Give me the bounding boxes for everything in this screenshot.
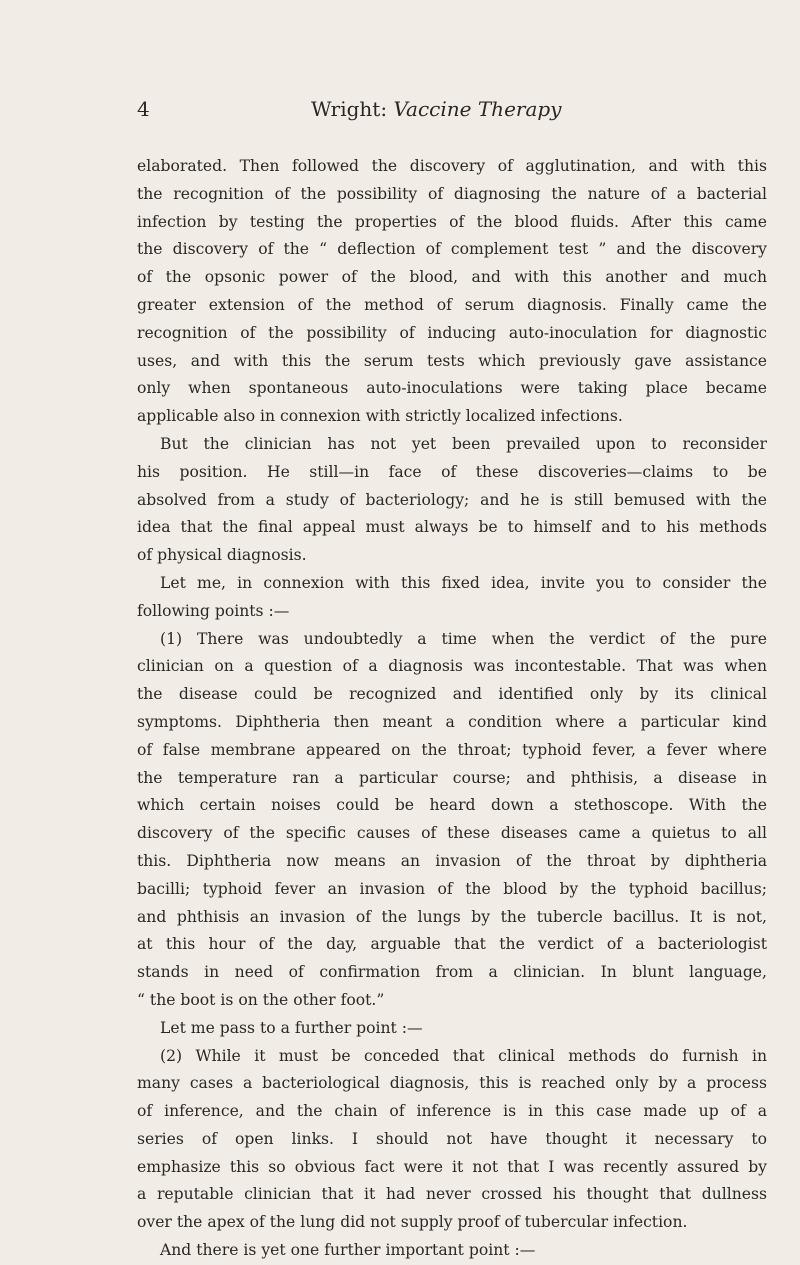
text-line: discovery of the specific causes of these diseases came a quietus to all — [137, 824, 767, 843]
text-line: absolved from a study of bacteriology; and he is still bemused with the — [137, 490, 767, 509]
text-line: greater extension of the method of serum diagnosis. Finally came the — [137, 295, 767, 314]
text-line: the disease could be recognized and identified only by its clinical — [137, 685, 767, 704]
text-line: the recognition of the possibility of diagnosing the nature of a bacterial — [137, 184, 767, 203]
text-line: elaborated. Then followed the discovery of agglutination, and with this — [137, 157, 767, 175]
text-line: Let me pass to a further point :— — [160, 1018, 423, 1037]
text-line: this. Diphtheria now means an invasion of the throat by diphtheria — [137, 851, 767, 870]
text-line: which certain noises could be heard down a stethoscope. With the — [137, 796, 767, 815]
text-line: a reputable clinician that it had never crossed his thought that dullness — [137, 1185, 767, 1204]
text-line: “ the boot is on the other foot.” — [137, 990, 385, 1009]
text-line: recognition of the possibility of inducing auto-inoculation for diagnostic — [137, 323, 767, 342]
text-line: of inference, and the chain of inference is in this case made up of a — [137, 1102, 767, 1121]
paragraph — [137, 570, 767, 626]
text-line: only when spontaneous auto-inoculations were taking place became — [137, 379, 767, 398]
text-line: emphasize this so obvious fact were it not that I was recently assured by — [137, 1157, 767, 1176]
text-line: of physical diagnosis. — [137, 546, 307, 565]
text-line: bacilli; typhoid fever an invasion of the blood by the typhoid bacillus; — [137, 879, 767, 898]
body-text — [137, 153, 767, 1265]
text-line: over the apex of the lung did not supply proof of tubercular infection. — [137, 1213, 688, 1232]
text-line: many cases a bacteriological diagnosis, this is reached only by a process — [137, 1074, 767, 1093]
paragraph — [137, 1237, 767, 1265]
paragraph — [137, 153, 767, 431]
book-title: Vaccine Therapy — [393, 97, 562, 121]
text-line: But the clinician has not yet been prevailed upon to reconsider — [160, 434, 767, 453]
text-line: Let me, in connexion with this fixed idea, invite you to consider the — [160, 573, 767, 592]
text-line: idea that the final appeal must always be to himself and to his methods — [137, 518, 767, 537]
text-line: infection by testing the properties of the blood fluids. After this came — [137, 212, 767, 231]
text-line: the temperature ran a particular course; and phthisis, a disease in — [137, 768, 767, 787]
text-line: clinician on a question of a diagnosis was incontestable. That was when — [137, 657, 767, 676]
page-number: 4 — [137, 97, 150, 121]
text-line: of false membrane appeared on the throat; typhoid fever, a fever where — [137, 740, 767, 759]
paragraph — [137, 1015, 767, 1043]
running-head — [137, 94, 767, 124]
text-line: at this hour of the day, arguable that the verdict of a bacteriologist — [137, 935, 767, 954]
author-name: Wright: — [311, 97, 388, 121]
text-line: And there is yet one further important point :— — [160, 1241, 536, 1260]
text-line: applicable also in connexion with strictly localized infections. — [137, 407, 623, 426]
text-line: uses, and with this the serum tests which previously gave assistance — [137, 351, 767, 370]
text-line: of the opsonic power of the blood, and with this another and much — [137, 268, 767, 287]
text-line: and phthisis an invasion of the lungs by the tubercle bacillus. It is not, — [137, 907, 767, 926]
text-line: stands in need of confirmation from a clinician. In blunt language, — [137, 963, 767, 982]
paragraph — [137, 431, 767, 570]
running-title — [311, 94, 561, 124]
paragraph — [137, 1043, 767, 1238]
text-line: (1) There was undoubtedly a time when the verdict of the pure — [160, 629, 767, 648]
text-line: his position. He still—in face of these discoveries—claims to be — [137, 462, 767, 481]
text-line: (2) While it must be conceded that clinical methods do furnish in — [160, 1046, 767, 1065]
text-line: the discovery of the “ deflection of complement test ” and the discovery — [137, 240, 767, 259]
paragraph — [137, 626, 767, 1015]
text-line: following points :— — [137, 601, 290, 620]
text-line: series of open links. I should not have thought it necessary to — [137, 1129, 767, 1148]
text-line: symptoms. Diphtheria then meant a condition where a particular kind — [137, 712, 767, 731]
